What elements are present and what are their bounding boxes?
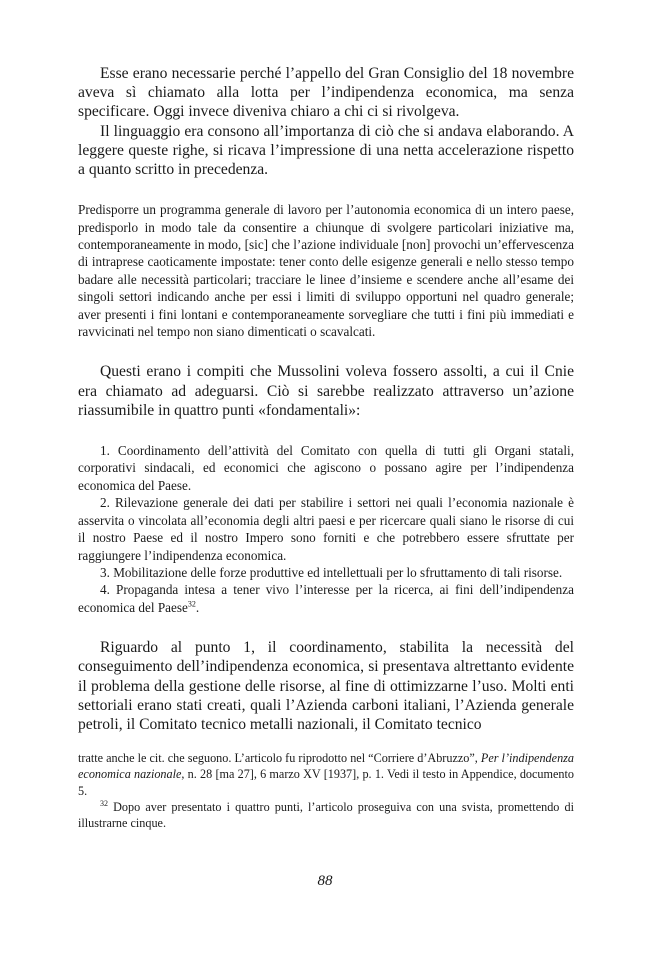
paragraph: Il linguaggio era consono all’importanza di ciò che si andava elaborando. A leggere queste righe, si ricava l’impressione di una netta accelerazione rispetto a quanto scritto in precedenza. xyxy=(78,122,574,179)
paragraph: Esse erano necessarie perché l’appello del Gran Consiglio del 18 novembre aveva sì chiamato alla lotta per l’indipendenza economica, ma senza specificare. Oggi invece diveniva chiaro a chi ci si rivolgeva. xyxy=(78,65,574,121)
footnote-continuation: tratte anche le cit. che seguono. L’articolo fu riprodotto nel “Corriere d’Abruzzo”, Per l’indipendenza economica nazionale, n. 28 [ma 27], 6 marzo XV [1937], p. 1. Vedi il testo in Appendice, documento 5. xyxy=(78,751,574,798)
closing-paragraph xyxy=(78,638,574,734)
points-list xyxy=(78,442,574,616)
footnote-32: $^{32}$ Dopo aver presentato i quattro punti, l’articolo proseguiva con una svista, promettendo di illustrarne cinque. xyxy=(78,798,574,830)
quote-text: Predisporre un programma generale di lavoro per l’autonomia economica di un intero paese, predisporlo in modo tale da consentire a chiunque di svolgere particolari iniziative ma, contemporaneamente in modo, [sic] che l’azione individuale [non] provochi un’effervescenza di intraprese caoticamente impostate: tener conto delle esigenze generali e nello stesso tempo badare alle necessità particolari; tracciare le linee d’insieme e scendere anche all’esame dei singoli settori indicando anche per essi i limiti di sviluppo opportuni nel quadro generale; aver presenti i fini lontani e contemporaneamente sorvegliare che tutti i fini più immediati e ravvicinati nel tempo non siano dimenticati o scavalcati. xyxy=(78,202,574,340)
paragraph: Riguardo al punto 1, il coordinamento, stabilita la necessità del conseguimento dell’indipendenza economica, si presentava altrettanto evidente il problema della gestione delle risorse, al fine di ottimizzarne l’uso. Molti enti settoriali erano stati creati, quali l’Azienda carboni italiani, l’Azienda generale petroli, il Comitato tecnico metalli nazionali, il Comitato tecnico xyxy=(78,639,574,733)
list-item: 3. Mobilitazione delle forze produttive ed intellettuali per lo sfruttamento di tali risorse. xyxy=(100,564,563,580)
list-item: 1. Coordinamento dell’attività del Comitato con quella di tutti gli Organi statali, corporativi sindacali, ed economici che agiscono o possano agire per l’indipendenza economica del Paese. xyxy=(78,443,574,493)
list-item: 4. Propaganda intesa a tener vivo l’interesse per la ricerca, ai fini dell’indipendenza economica del Paese$^{32}$. xyxy=(78,582,574,615)
article-title: Per l’indipendenza economica nazionale xyxy=(78,751,574,782)
page-number: 88 xyxy=(317,873,333,889)
footnotes xyxy=(78,750,574,831)
list-item: 2. Rilevazione generale dei dati per stabilire i settori nei quali l’economia nazionale è asservita o vincolata all’economia degli altri paesi e per ricercare quali siano le risorse di cui il nostro Paese ed il nostro Impero sono forniti e che potrebbero essere sfruttate per raggiungere l’indipendenza economica. xyxy=(78,495,574,563)
footnote-number: 32 xyxy=(100,798,108,808)
footnote-mark[interactable]: 32 xyxy=(187,599,196,609)
opening-paragraphs xyxy=(78,64,574,179)
list-item-text: 4. Propaganda intesa a tener vivo l’interesse per la ricerca, ai fini dell’indipendenza economica del Paese xyxy=(78,582,574,615)
block-quote xyxy=(78,201,574,340)
page-body xyxy=(78,64,574,831)
paragraph: Questi erano i compiti che Mussolini voleva fossero assolti, a cui il Cnie era chiamato ad adeguarsi. Ciò si sarebbe realizzato attraverso un’azione riassumibile in quattro punti «fondamentali»: xyxy=(78,363,574,419)
middle-paragraph xyxy=(78,362,574,420)
